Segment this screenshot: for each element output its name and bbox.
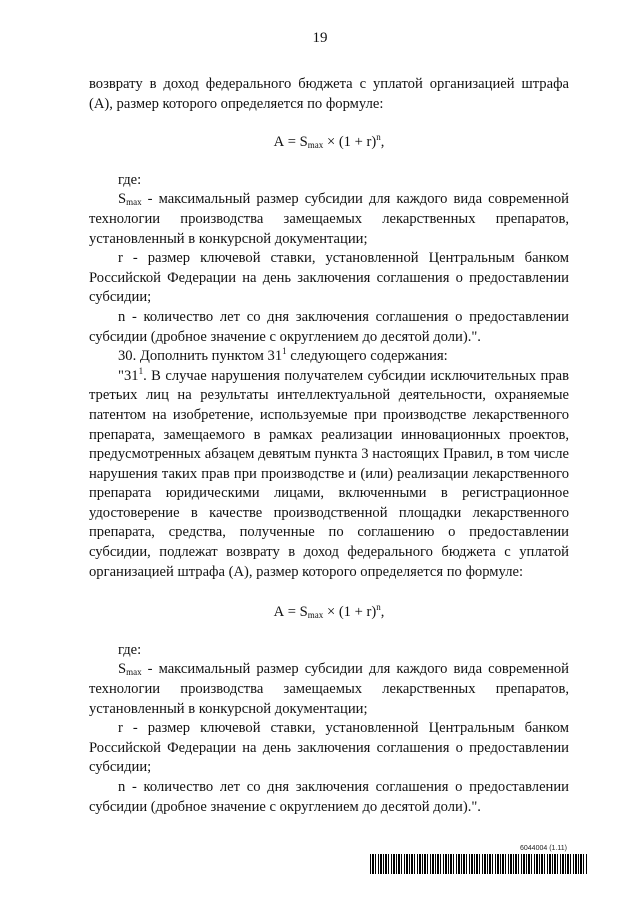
n-definition-1: n - количество лет со дня заключения соглашения о предоставлении субсидии (дробное значение с округлением до десятой доли).". (89, 308, 569, 345)
top-paragraph: возврату в доход федерального бюджета с уплатой организацией штрафа (А), размер которого определяется по формуле: (89, 76, 569, 112)
document-code: 6044004 (1.11) (520, 845, 567, 852)
where-label-1: где: (118, 171, 142, 188)
formula-2: $А = S_{max} \times (1 + r)^n$, (273, 602, 385, 621)
formula-1: $А = S_{max} \times (1 + r)^n$, (273, 132, 385, 151)
r-definition-1: r - размер ключевой ставки, установленной Центральным банком Российской Федерации на день заключения соглашения о предоставлении субсидии; (89, 250, 569, 306)
n-definition-2: n - количество лет со дня заключения соглашения о предоставлении субсидии (дробное значение с округлением до десятой доли).". (89, 779, 569, 815)
barcode (370, 854, 588, 874)
document-body (89, 75, 569, 817)
r-definition-2: r - размер ключевой ставки, установленной Центральным банком Российской Федерации на день заключения соглашения о предоставлении субсидии; (89, 720, 569, 776)
smax-definition-1: $S_{max}$ - максимальный размер субсидии для каждого вида современной технологии производства замещаемых лекарственных препаратов, установленный в конкурсной документации; (89, 191, 569, 247)
item-30-paragraph: 30. Дополнить пунктом $31^1$ следующего содержания: (118, 346, 448, 365)
where-label-2: где: (118, 641, 142, 658)
smax-definition-2: $S_{max}$ - максимальный размер субсидии для каждого вида современной технологии производства замещаемых лекарственных препаратов, установленный в конкурсной документации; (89, 661, 569, 717)
item-31-paragraph: "$31^1$. В случае нарушения получателем субсидии исключительных прав третьих лиц на результаты интеллектуальной деятельности, охраняемые патентом на изобретение, используемые при производстве лекарственного препарата, замещаемого в рамках реализации инновационных проектов, предусмотренных абзацем девятым пункта 3 настоящих Правил, в том числе нарушения таких прав при производстве и (или) реализации лекарственного препарата юридическими лицами, включенными в регистрационное удостоверение в качестве производственной площадки лекарственного препарата, средства, полученные по соглашению о предоставлении субсидии, подлежат возврату в доход федерального бюджета с уплатой организацией штрафа (А), размер которого определяется по формуле: (89, 365, 569, 580)
page-number: 19 (312, 30, 328, 46)
